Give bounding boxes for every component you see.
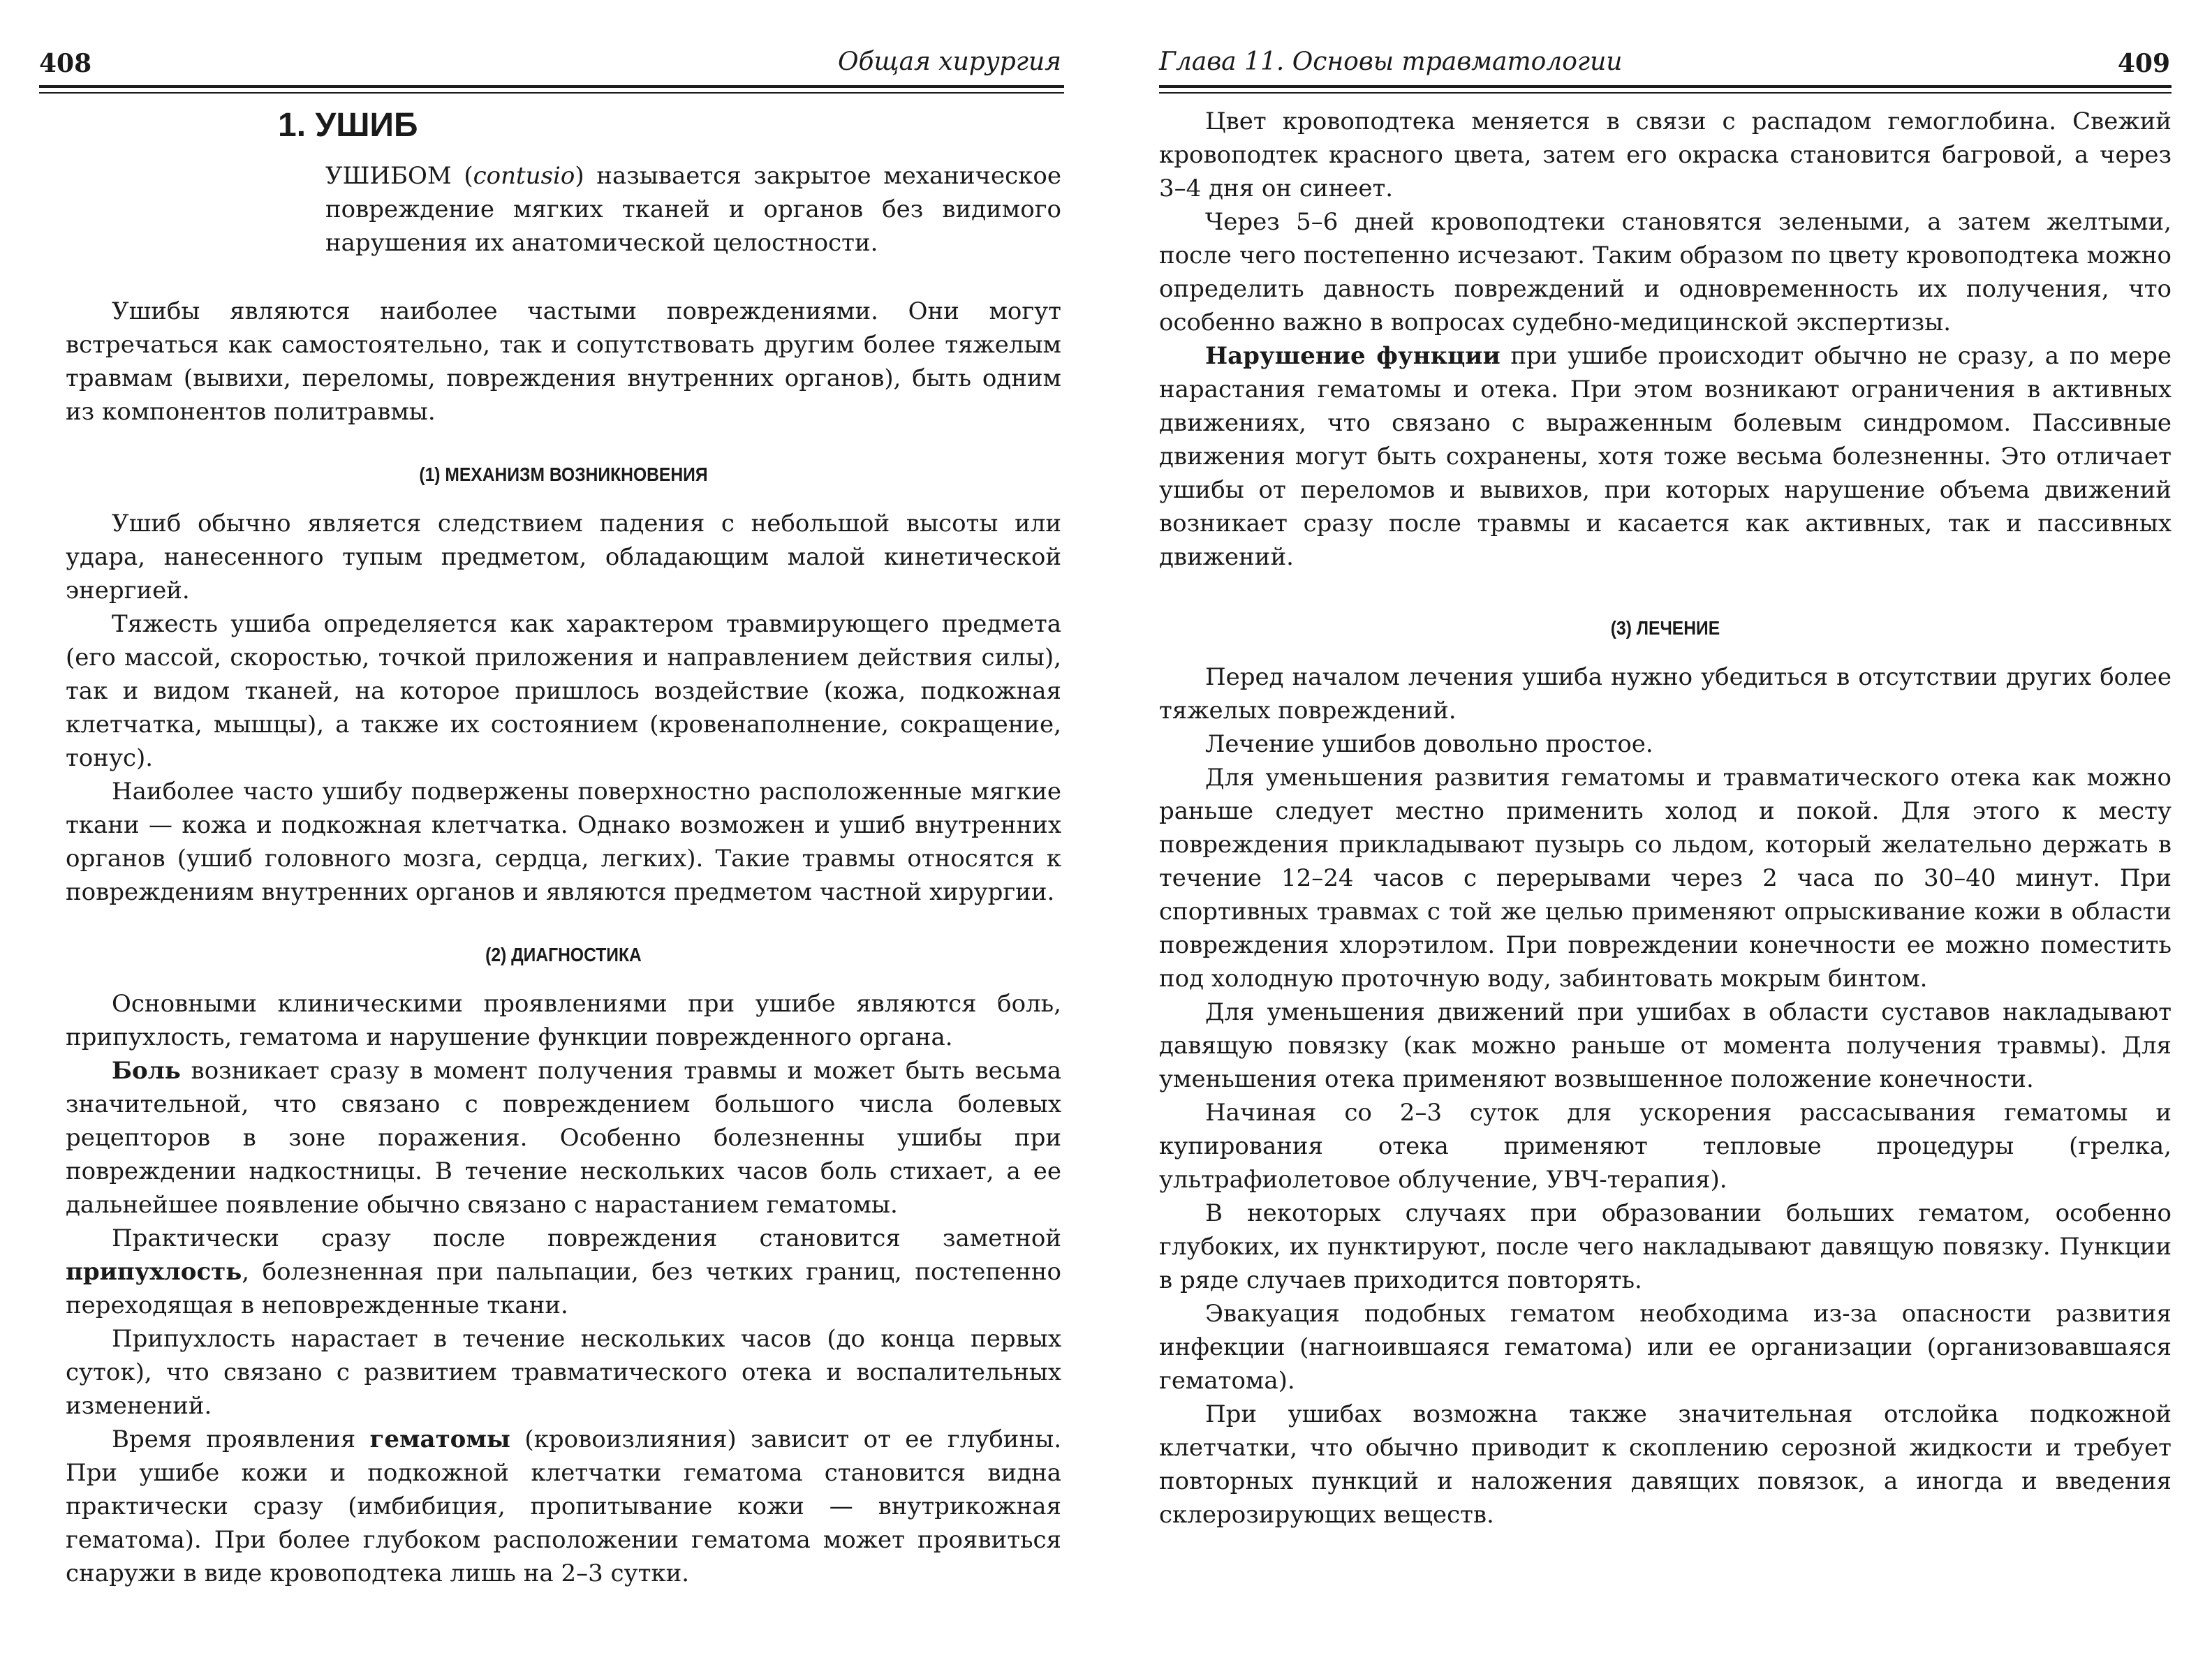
running-head xyxy=(1106,43,2212,85)
paragraph: Тяжесть ушиба определяется как характером травмирующего предмета (его массой, скоростью, точкой приложения и направлением действия силы), так и видом тканей, на которое пришлось воздействие (кожа, подкожная клетчатка, мышцы), а также их состоянием (кровенаполнение, сокращение, тонус). xyxy=(66,610,1061,772)
page-body xyxy=(1159,105,2172,1532)
subsection-heading: (2) ДИАГНОСТИКА xyxy=(485,944,642,965)
header-rule-thin xyxy=(39,92,1064,94)
paragraph: В некоторых случаях при образовании больших гематом, особенно глубоких, их пунктируют, после чего накладывают давящую повязку. Пункции в ряде случаев приходится повторять. xyxy=(1159,1199,2172,1294)
definition-block: УШИБОМ (contusio) называется закрытое механическое повреждение мягких тканей и органов без видимого нарушения их анатомической целостности. xyxy=(325,162,1062,257)
paragraph: Начиная со 2–3 суток для ускорения рассасывания гематомы и купирования отека применяют тепловые процедуры (грелка, ультрафиолетовое облучение, УВЧ-терапия). xyxy=(1159,1099,2172,1194)
paragraph: Припухлость нарастает в течение нескольких часов (до конца первых суток), что связано с развитием травматического отека и воспалительных изменений. xyxy=(66,1325,1061,1420)
paragraph: Ушиб обычно является следствием падения с небольшой высоты или удара, нанесенного тупым предметом, обладающим малой кинетической энергией. xyxy=(66,510,1061,605)
paragraph-text: при ушибе происходит обычно не сразу, а по мере нарастания гематомы и отека. При этом возникают ограничения в активных движениях, что связано с выраженным болевым синдромом. Пассивные движения могут быть сохранены, хотя тоже весьма болезненны. Это отличает ушибы от переломов и вывихов, при которых нарушение объема движений возникает сразу после травмы и касается как активных, так и пассивных движений. xyxy=(1159,342,2172,571)
running-title: Глава 11. Основы травматологии xyxy=(1159,47,1623,76)
paragraph: Эвакуация подобных гематом необходима из-за опасности развития инфекции (нагноившаяся гематома) или ее организации (организовавшаяся гематома). xyxy=(1159,1300,2172,1395)
paragraph: При ушибах возможна также значительная отслойка подкожной клетчатки, что обычно приводит к скоплению серозной жидкости и требует повторных пункций и наложения давящих повязок, а иногда и введения склерозирующих веществ. xyxy=(1159,1400,2172,1529)
page-number: 408 xyxy=(39,49,92,78)
paragraph xyxy=(1159,339,2172,574)
paragraph: Через 5–6 дней кровоподтеки становятся зелеными, а затем желтыми, после чего постепенно исчезают. Таким образом по цвету кровоподтека можно определить давность повреждений и одновременность их получения, что особенно важно в вопросах судебно-медицинской экспертизы. xyxy=(1159,208,2172,336)
paragraph-text: Время проявления xyxy=(112,1425,370,1453)
page-body xyxy=(66,105,1061,1590)
paragraph-text: , болезненная при пальпации, без четких границ, постепенно переходящая в неповрежденные ткани. xyxy=(66,1258,1061,1319)
bold-term: гематомы xyxy=(369,1425,510,1453)
subsection-heading: (3) ЛЕЧЕНИЕ xyxy=(1610,617,1720,639)
header-rule xyxy=(1159,85,2172,88)
definition-term: УШИБОМ xyxy=(325,162,452,190)
header-rule-thin xyxy=(1159,92,2172,94)
bold-term: Боль xyxy=(112,1057,181,1085)
intro-paragraph: Ушибы являются наиболее частыми повреждениями. Они могут встречаться как самостоятельно, так и сопутствовать другим более тяжелым травмам (вывихи, переломы, повреждения внутренних органов), быть одним из компонентов политравмы. xyxy=(66,297,1061,426)
bold-term: Нарушение функции xyxy=(1205,342,1501,370)
paragraph-text: (кровоизлияния) зависит от ее глубины. При ушибе кожи и подкожной клетчатки гематома становится видна практически сразу (имбибиция, пропитывание кожи — внутрикожная гематома). При более глубоком расположении гематома может проявиться снаружи в виде кровоподтека лишь на 2–3 сутки. xyxy=(66,1425,1061,1587)
paragraph: Цвет кровоподтека меняется в связи с распадом гемоглобина. Свежий кровоподтек красного цвета, затем его окраска становится багровой, а через 3–4 дня он синеет. xyxy=(1159,108,2172,202)
paragraph xyxy=(66,1222,1061,1322)
section-title: 1. УШИБ xyxy=(278,107,418,144)
paragraph xyxy=(66,1054,1061,1222)
paragraph: Для уменьшения движений при ушибах в области суставов накладывают давящую повязку (как можно раньше от момента получения травмы). Для уменьшения отека применяют возвышенное положение конечности. xyxy=(1159,998,2172,1093)
subsection-heading: (1) МЕХАНИЗМ ВОЗНИКНОВЕНИЯ xyxy=(419,464,708,485)
definition-text: называется закрытое механическое повреждение мягких тканей и органов без видимого нарушения их анатомической целостности. xyxy=(325,162,1062,257)
paragraph: Наиболее часто ушибу подвержены поверхностно расположенные мягкие ткани — кожа и подкожная клетчатка. Однако возможен и ушиб внутренних органов (ушиб головного мозга, сердца, легких). Такие травмы относятся к повреждениям внутренних органов и являются предметом частной хирургии. xyxy=(66,778,1061,906)
paragraph: Лечение ушибов довольно простое. xyxy=(1205,730,1653,758)
running-title: Общая хирургия xyxy=(838,47,1061,76)
paragraph: Перед началом лечения ушиба нужно убедиться в отсутствии других более тяжелых повреждений. xyxy=(1159,663,2172,725)
paragraph-text: возникает сразу в момент получения травмы и может быть весьма значительной, что связано с повреждением большого числа болевых рецепторов в зоне поражения. Особенно болезненны ушибы при повреждении надкостницы. В течение нескольких часов боль стихает, а ее дальнейшее появление обычно связано с нарастанием гематомы. xyxy=(66,1057,1061,1219)
running-head xyxy=(0,43,1106,85)
header-rule xyxy=(39,85,1064,88)
paragraph xyxy=(66,1423,1061,1590)
right-page xyxy=(1106,0,2212,1667)
definition-latin: contusio xyxy=(473,162,575,190)
paragraph: Для уменьшения развития гематомы и травматического отека как можно раньше следует местно применить холод и покой. Для этого к месту повреждения прикладывают пузырь со льдом, который желательно держать в течение 12–24 часов с перерывами через 2 часа по 30–40 минут. При спортивных травмах с той же целью применяют опрыскивание кожи в области повреждения хлорэтилом. При повреждении конечности ее можно поместить под холодную проточную воду, забинтовать мокрым бинтом. xyxy=(1159,764,2172,993)
paragraph-text: Практически сразу после повреждения становится заметной xyxy=(112,1224,1061,1252)
bold-term: припухлость xyxy=(66,1258,242,1286)
paragraph: Основными клиническими проявлениями при ушибе являются боль, припухлость, гематома и нарушение функции поврежденного органа. xyxy=(66,990,1061,1051)
page-number: 409 xyxy=(2117,49,2170,78)
